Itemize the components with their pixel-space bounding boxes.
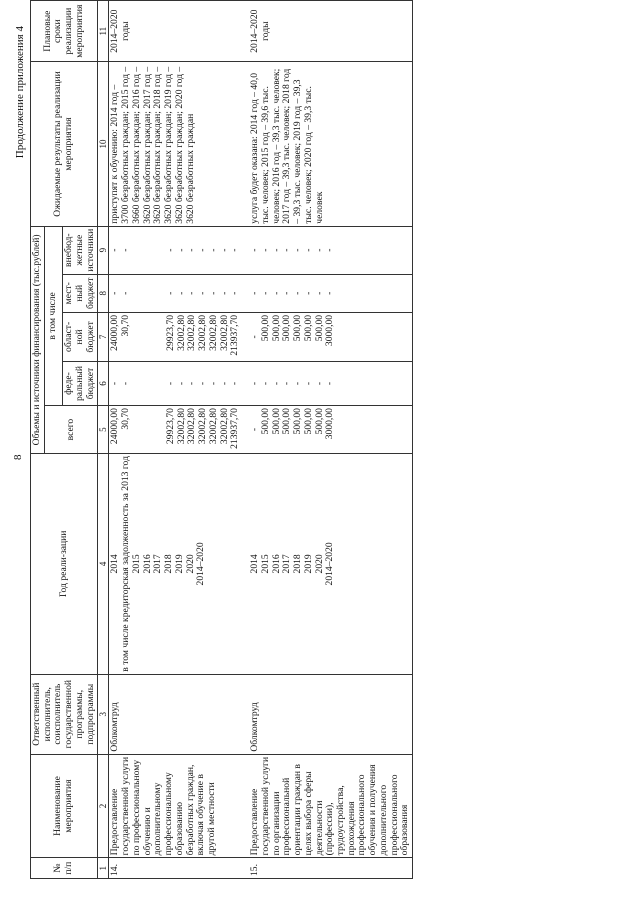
header-expected: Ожидаемые результаты реализации мероприятия bbox=[31, 62, 98, 226]
row-terms: 2014–2020 годы bbox=[109, 1, 242, 62]
row-name: Предоставление государственной услуги по профессиональному обучению и дополнительному профессиональному образованию безработных граждан, включая обучение в другой местности bbox=[109, 754, 242, 858]
col-number: 4 bbox=[98, 454, 109, 675]
header-name: Наименование мероприятия bbox=[31, 754, 98, 858]
row-local: - - - - - - - - bbox=[242, 274, 413, 312]
col-number: 8 bbox=[98, 274, 109, 312]
row-federal: - - - - - - - - - bbox=[109, 361, 242, 405]
row-total: 24000,00 30,70 29923,70 32002,80 32002,80 32002,80 32002,80 32002,80 213937,70 bbox=[109, 406, 242, 454]
row-regional: - 500,00 500,00 500,00 500,00 500,00 500,00 3000,00 bbox=[242, 312, 413, 361]
header-including: в том числе bbox=[44, 226, 62, 405]
header-total: всего bbox=[44, 406, 98, 454]
col-number: 7 bbox=[98, 312, 109, 361]
col-number: 9 bbox=[98, 226, 109, 274]
header-local: мест-ный бюджет bbox=[63, 274, 98, 312]
row-years: 2014 2015 2016 2017 2018 2019 2020 2014–2020 bbox=[242, 454, 413, 675]
program-table bbox=[30, 0, 413, 879]
row-expected: услуга будет оказана: 2014 год – 40,0 тыс. человек; 2015 год – 39,6 тыс. человек; 2016 год – 39,3 тыс. человек; 2017 год – 39,3 тыс. человек; 2018 год – 39,3 тыс. человек; 2019 год – 39,3 тыс. человек; 2020 год – 39,3 тыс. человек bbox=[242, 62, 413, 226]
col-number: 3 bbox=[98, 674, 109, 754]
header-executor: Ответственный исполнитель, соисполнитель государственной программы, подпрограммы bbox=[31, 674, 98, 754]
row-executor: Облкомтруд bbox=[242, 674, 413, 754]
header-terms: Плановые сроки реализации мероприятия bbox=[31, 1, 98, 62]
header-regional: област-ной бюджет bbox=[63, 312, 98, 361]
col-number: 1 bbox=[98, 858, 109, 879]
col-number: 6 bbox=[98, 361, 109, 405]
continuation-label: Продолжение приложения 4 bbox=[14, 26, 26, 159]
row-regional: 24000,00 30,70 29923,70 32002,80 32002,80 32002,80 32002,80 32002,80 213937,70 bbox=[109, 312, 242, 361]
row-years: 2014 в том числе кредиторская задолженность за 2013 год 2015 2016 2017 2018 2019 2020 2014–2020 bbox=[109, 454, 242, 675]
row-local: - - - - - - - - - bbox=[109, 274, 242, 312]
header-federal: феде-ральный бюджет bbox=[63, 361, 98, 405]
col-number: 2 bbox=[98, 754, 109, 858]
col-number: 10 bbox=[98, 62, 109, 226]
column-numbers-row bbox=[98, 1, 109, 879]
row-federal: - - - - - - - - bbox=[242, 361, 413, 405]
row-terms: 2014–2020 годы bbox=[242, 1, 413, 62]
row-total: - 500,00 500,00 500,00 500,00 500,00 500,00 3000,00 bbox=[242, 406, 413, 454]
row-num: 15. bbox=[242, 858, 413, 879]
col-number: 11 bbox=[98, 1, 109, 62]
header-volumes: Объемы и источники финансирования (тыс.рублей) bbox=[31, 226, 45, 453]
table-row bbox=[109, 1, 242, 879]
page-number: 8 bbox=[12, 454, 24, 460]
row-extra: - - - - - - - - - bbox=[109, 226, 242, 274]
row-num: 14. bbox=[109, 858, 242, 879]
header-num: № п/п bbox=[31, 858, 98, 879]
row-expected: приступят к обучению: 2014 год – 3700 безработных граждан; 2015 год – 3660 безработных граждан; 2016 год – 3620 безработных граждан; 2017 год – 3620 безработных граждан; 2018 год – 3620 безработных граждан; 2019 год – 3620 безработных граждан; 2020 год – 3620 безработных граждан bbox=[109, 62, 242, 226]
table-row bbox=[242, 1, 413, 879]
header-extra: внебюд-жетные источники bbox=[63, 226, 98, 274]
col-number: 5 bbox=[98, 406, 109, 454]
row-name: Предоставление государственной услуги по организации профессиональной ориентации граждан в целях выбора сферы деятельности (профессии), трудоустройства, прохождения профессионального обучения и получения дополнительного профессионального образования bbox=[242, 754, 413, 858]
row-extra: - - - - - - - - bbox=[242, 226, 413, 274]
header-year: Год реали-зации bbox=[31, 454, 98, 675]
row-executor: Облкомтруд bbox=[109, 674, 242, 754]
